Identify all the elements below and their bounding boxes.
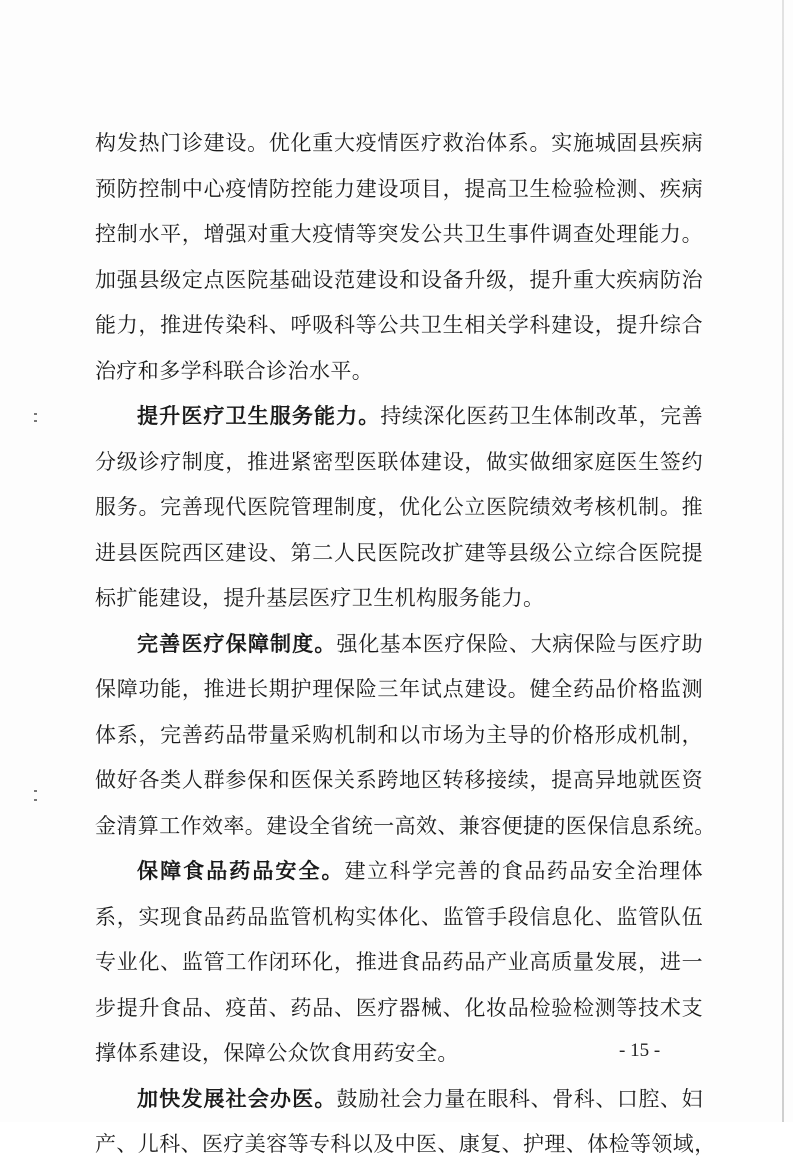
text-line: 做好各类人群参保和医保关系跨地区转移接续，提高异地就医资 xyxy=(95,768,703,792)
text-line: 标扩能建设，提升基层医疗卫生机构服务能力。 xyxy=(95,586,545,610)
text-line: 分级诊疗制度，推进紧密型医联体建设，做实做细家庭医生签约 xyxy=(95,449,703,474)
section-heading: 提升医疗卫生服务能力。 xyxy=(137,404,381,428)
section-heading: 完善医疗保障制度。 xyxy=(137,631,337,656)
text-run: 鼓励社会力量在眼科、骨科、口腔、妇 xyxy=(336,1086,703,1111)
text-line: 控制水平，增强对重大疫情等突发公共卫生事件调查处理能力。 xyxy=(95,222,703,246)
text-line xyxy=(95,394,703,440)
text-line: 撑体系建设，保障公众饮食用药安全。 xyxy=(95,1041,459,1065)
text-line xyxy=(95,849,703,895)
margin-mark xyxy=(34,420,37,422)
page-number: - 15 - xyxy=(619,1040,661,1061)
margin-mark xyxy=(34,413,37,415)
text-run: 强化基本医疗保险、大病保险与医疗助 xyxy=(336,631,703,656)
text-line: 步提升食品、疫苗、药品、医疗器械、化妆品检验检测等技术支 xyxy=(95,995,703,1020)
text-line: 加强县级定点医院基础设范建设和设备升级，提升重大疾病防治 xyxy=(95,267,703,292)
text-line: 进县医院西区建设、第二人民医院改扩建等县级公立综合医院提 xyxy=(95,540,703,565)
margin-mark xyxy=(34,790,37,792)
text-line xyxy=(95,1077,703,1123)
paragraph xyxy=(95,622,716,850)
paragraph xyxy=(95,849,703,1077)
margin-mark xyxy=(34,799,37,801)
text-line: 产、儿科、医疗美容等专科以及中医、康复、护理、体检等领域， xyxy=(95,1132,716,1156)
text-line xyxy=(95,622,703,668)
section-heading: 保障食品药品安全。 xyxy=(137,859,345,883)
text-line: 能力，推进传染科、呼吸科等公共卫生相关学科建设，提升综合 xyxy=(95,313,703,337)
paragraph xyxy=(95,1077,716,1168)
section-heading: 加快发展社会办医。 xyxy=(137,1086,337,1111)
text-line: 保障功能，推进长期护理保险三年试点建设。健全药品价格监测 xyxy=(95,677,703,701)
text-line: 服务。完善现代医院管理制度，优化公立医院绩效考核机制。推 xyxy=(95,495,703,519)
text-line: 治疗和多学科联合诊治水平。 xyxy=(95,358,374,383)
text-run: 持续深化医药卫生体制改革，完善 xyxy=(380,404,704,428)
text-line: 金清算工作效率。建设全省统一高效、兼容便捷的医保信息系统。 xyxy=(95,813,716,838)
text-line: 体系，完善药品带量采购机制和以市场为主导的价格形成机制， xyxy=(95,722,703,747)
paragraph xyxy=(95,121,703,394)
text-run: 建立科学完善的食品药品安全治理体 xyxy=(344,859,704,883)
text-line: 专业化、监管工作闭环化，推进食品药品产业高质量发展，进一 xyxy=(95,950,703,974)
text-line: 系，实现食品药品监管机构实体化、监管手段信息化、监管队伍 xyxy=(95,904,703,929)
body-text xyxy=(95,121,716,1168)
scan-edge xyxy=(782,0,784,1122)
paragraph xyxy=(95,394,703,622)
text-line: 预防控制中心疫情防控能力建设项目，提高卫生检验检测、疾病 xyxy=(95,176,703,201)
text-line: 构发热门诊建设。优化重大疫情医疗救治体系。实施城固县疾病 xyxy=(95,131,703,155)
